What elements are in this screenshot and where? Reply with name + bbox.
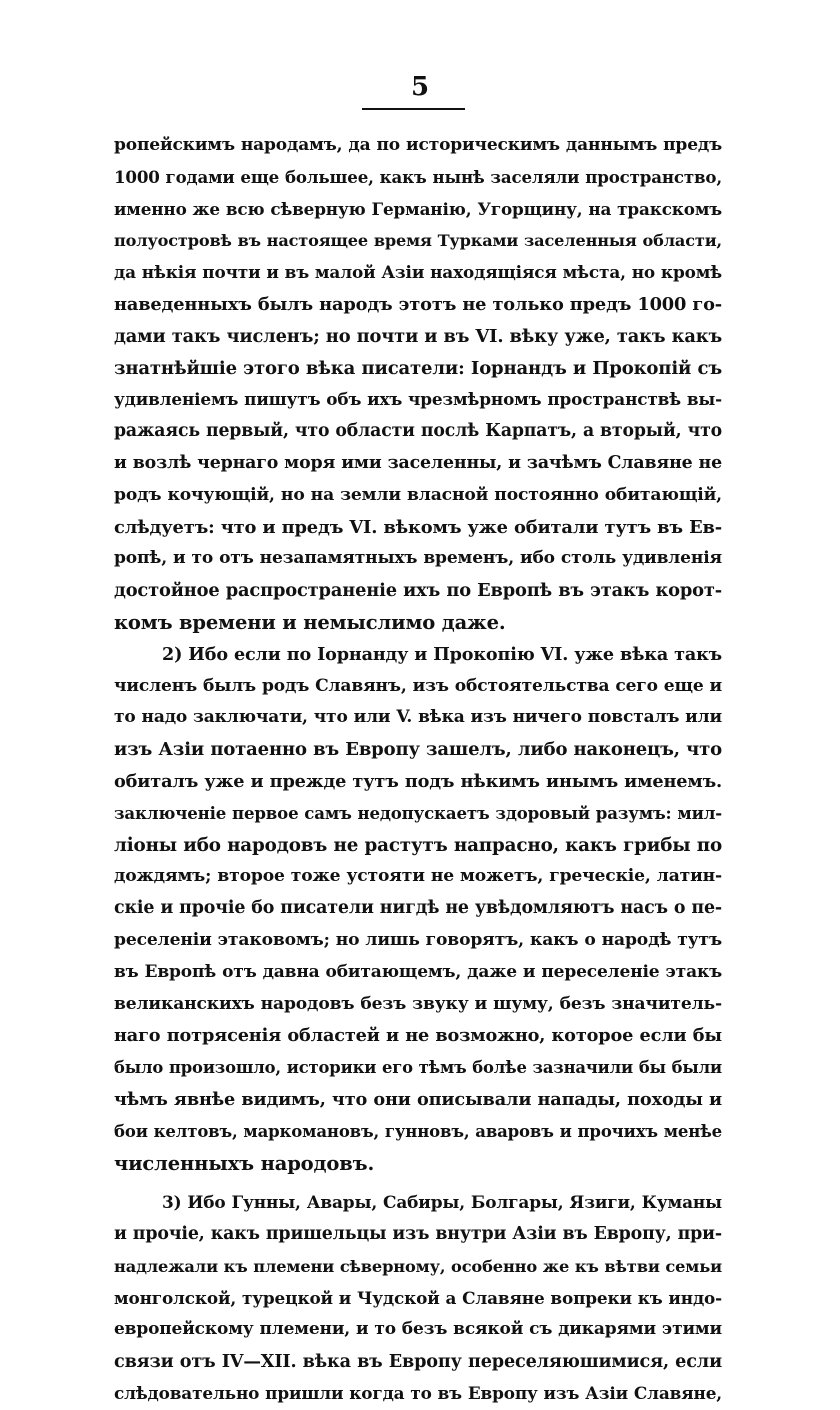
text-line: наго потрясенія областей и не возможно, которое если бы [114,1025,722,1047]
text-line: великанскихъ народовъ безъ звуку и шуму, безъ значитель- [114,993,722,1014]
text-line: бои келтовъ, маркомановъ, гунновъ, аваровъ и прочихъ менѣе [114,1120,722,1141]
text-line: скіе и прочіе бо писатели нигдѣ не увѣдомляютъ насъ о пе- [114,898,722,919]
text-line: ропейскимъ народамъ, да по историческимъ даннымъ предъ [114,135,722,155]
text-line: 1000 годами еще большее, какъ нынѣ заселяли пространство, [114,166,722,187]
text-line: заключеніе первое самъ недопускаетъ здоровый разумъ: мил- [114,802,722,823]
text-line: ражаясь первый, что области послѣ Карпатъ, а вторый, что [114,421,722,442]
text-line: достойное распространеніе ихъ по Европѣ въ этакъ корот- [114,580,722,602]
text-line: и прочіе, какъ пришельцы изъ внутри Азіи въ Европу, при- [114,1224,722,1245]
text-line: обиталъ уже и прежде тутъ подъ нѣкимъ инымъ именемъ. [114,770,722,792]
text-line: знатнѣйшіе этого вѣка писатели: Іорнандъ и Прокопій съ [114,357,722,379]
paragraph-1 [114,130,722,639]
text-line: и возлѣ чернаго моря ими заселенны, и зачѣмъ Славяне не [114,452,722,473]
paragraph-2 [114,639,722,1180]
text-line: изъ Азіи потаенно въ Европу зашелъ, либо наконецъ, что [114,739,722,761]
text-line: 3) Ибо Гунны, Авары, Сабиры, Болгары, Язиги, Куманы [162,1192,722,1213]
text-line: да нѣкія почти и въ малой Азіи находящіяся мѣста, но кромѣ [114,262,722,283]
text-line: слѣдуетъ: что и предъ VI. вѣкомъ уже обитали тутъ въ Ев- [114,516,722,538]
text-line: наведенныхъ былъ народъ этотъ не только предъ 1000 го- [114,293,722,315]
text-line: было произошло, историки его тѣмъ болѣе зазначили бы были [114,1058,722,1078]
text-line: комъ времени и немыслимо даже. [114,610,506,634]
text-line: въ Европѣ отъ давна обитающемъ, даже и переселеніе этакъ [114,961,722,982]
text-line: родъ кочующій, но на земли власной постоянно обитающій, [114,484,722,505]
text-line: полуостровѣ въ настоящее время Турками заселенныя области, [114,231,722,251]
text-line: монголской, турецкой и Чудской а Славяне вопреки къ индо- [114,1287,722,1308]
text-line: чѣмъ явнѣе видимъ, что они описывали напады, походы и [114,1088,722,1110]
text-line: численныхъ народовъ. [114,1151,375,1175]
text-line: дождямъ; второе тоже устояти не можетъ, греческіе, латин- [114,866,722,887]
text-line: слѣдовательно пришли когда то въ Европу изъ Азіи Славяне, [114,1383,722,1404]
text-line: дами такъ численъ; но почти и въ VI. вѣку уже, такъ какъ [114,325,722,347]
text-line: то надо заключати, что или V. вѣка изъ ничего повсталъ или [114,707,722,728]
text-line: удивленіемъ пишутъ объ ихъ чрезмѣрномъ пространствѣ вы- [114,389,722,410]
header-rule [362,108,465,110]
text-line: численъ былъ родъ Славянъ, изъ обстоятельства сего еще и [114,675,722,696]
paragraph-3 [114,1187,722,1410]
text-line: 2) Ибо если по Іорнанду и Прокопію VI. уже вѣка такъ [162,643,722,665]
paragraph-gap [114,1179,722,1187]
page-number: 5 [410,72,430,102]
text-line: ліоны ибо народовъ не растутъ напрасно, какъ грибы по [114,834,722,856]
text-line: надлежали къ племени сѣверному, особенно же къ вѣтви семьи [114,1256,722,1276]
text-line: реселеніи этаковомъ; но лишь говорятъ, какъ о народѣ тутъ [114,929,722,950]
text-line: связи отъ IV—XII. вѣка въ Европу переселяюшимися, если [114,1351,722,1373]
body-text [114,130,722,1410]
text-line: именно же всю сѣверную Германію, Угорщину, на тракскомъ [114,198,722,219]
text-line: ропѣ, и то отъ незапамятныхъ временъ, ибо столь удивленія [114,548,722,569]
text-line: европейскому племени, и то безъ всякой съ дикарями этими [114,1319,722,1340]
